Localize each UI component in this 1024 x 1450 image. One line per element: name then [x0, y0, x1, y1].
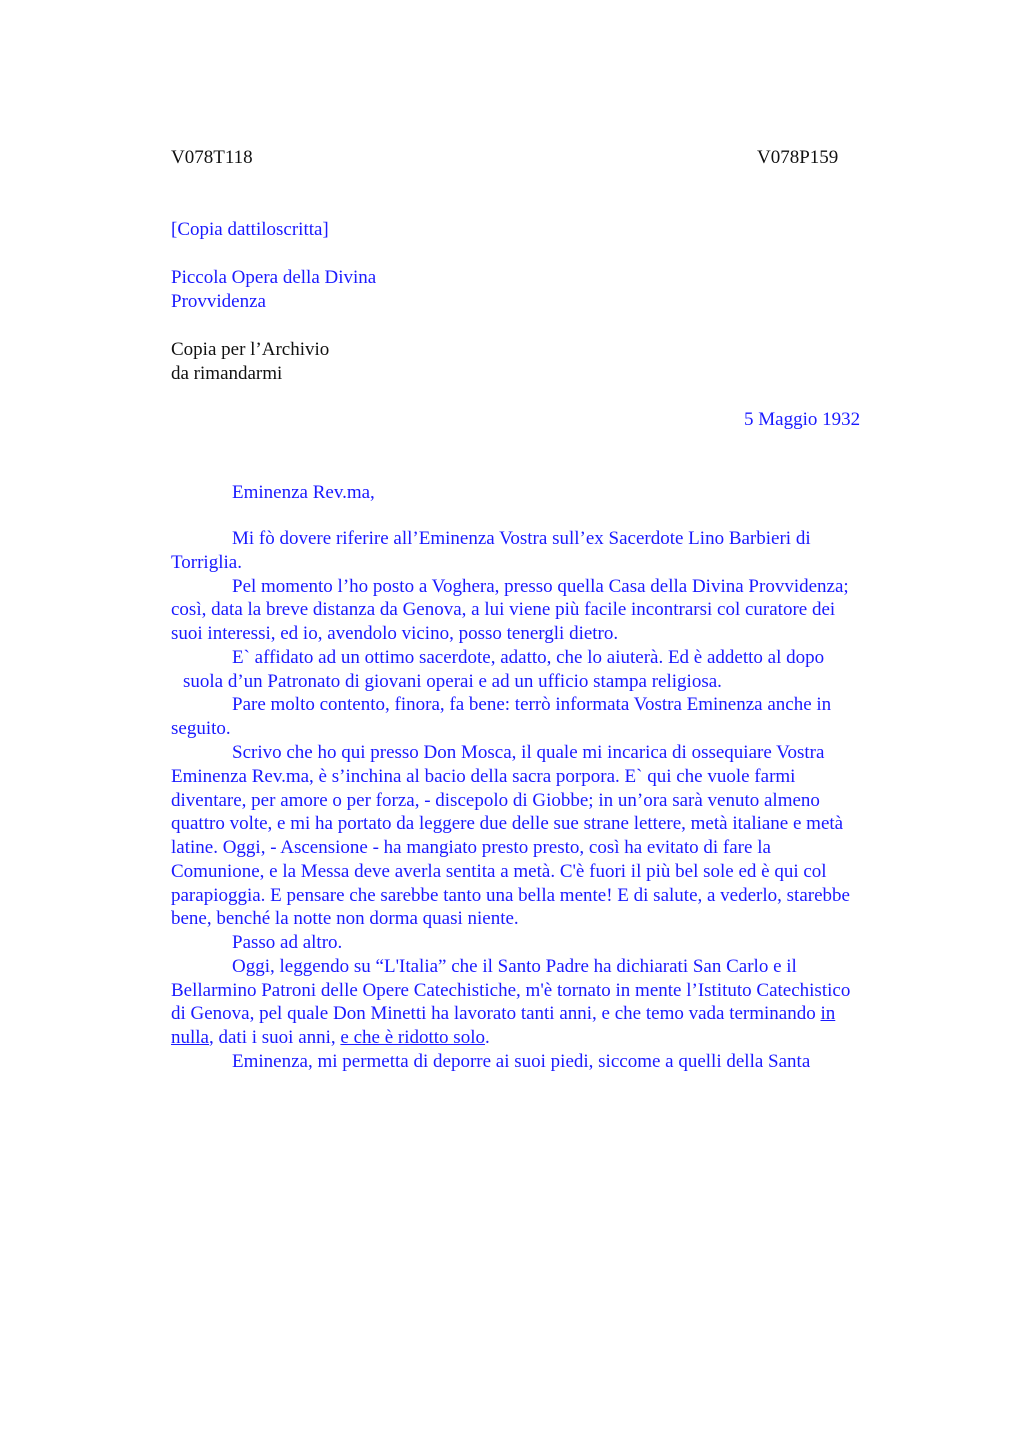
- body-line: [171, 1002, 835, 1026]
- header-right-code: V078P159: [757, 147, 839, 168]
- body-line: latine. Oggi, - Ascensione - ha mangiato presto presto, così ha evitato di fare la: [171, 837, 771, 858]
- body-line: bene, benché la notte non dorma quasi niente.: [171, 908, 519, 929]
- body-line: Oggi, leggendo su “L'Italia” che il Santo Padre ha dichiarati San Carlo e il: [232, 956, 797, 977]
- body-line: parapioggia. E pensare che sarebbe tanto una bella mente! E di salute, a vederlo, starebbe: [171, 885, 850, 906]
- body-line: Comunione, e la Messa deve averla sentita a metà. C'è fuori il più bel sole ed è qui col: [171, 861, 827, 882]
- body-text: di Genova, pel quale Don Minetti ha lavorato tanti anni, e che temo vada terminando: [171, 1003, 821, 1024]
- salutation: Eminenza Rev.ma,: [232, 482, 375, 503]
- body-line: seguito.: [171, 718, 231, 739]
- underlined-text: e che è ridotto solo: [340, 1027, 485, 1048]
- body-line: quattro volte, e mi ha portato da leggere due delle sue strane lettere, metà italiane e metà: [171, 813, 844, 834]
- body-line: [171, 1026, 490, 1050]
- body-text: , dati i suoi anni,: [209, 1027, 341, 1048]
- copy-note: [Copia dattiloscritta]: [171, 219, 329, 240]
- body-line: Pare molto contento, finora, fa bene: terrò informata Vostra Eminenza anche in: [232, 694, 832, 715]
- institution-line-2: Provvidenza: [171, 291, 266, 312]
- body-line: Eminenza, mi permetta di deporre ai suoi piedi, siccome a quelli della Santa: [232, 1051, 811, 1072]
- body-text: .: [484, 1027, 490, 1048]
- body-line: Passo ad altro.: [232, 932, 343, 953]
- body-line: Eminenza Rev.ma, è s’inchina al bacio della sacra porpora. E` qui che vuole farmi: [171, 766, 796, 787]
- underlined-text: in: [820, 1003, 836, 1024]
- body-line: Torriglia.: [171, 552, 242, 573]
- body-line: diventare, per amore o per forza, - discepolo di Giobbe; in un’ora sarà venuto almeno: [171, 790, 820, 811]
- institution-line-1: Piccola Opera della Divina: [171, 267, 377, 288]
- letter-date: 5 Maggio 1932: [744, 409, 861, 430]
- body-line: Mi fò dovere riferire all’Eminenza Vostra sull’ex Sacerdote Lino Barbieri di: [232, 528, 811, 549]
- body-line: E` affidato ad un ottimo sacerdote, adatto, che lo aiuterà. Ed è addetto al dopo: [232, 647, 825, 668]
- body-line: Scrivo che ho qui presso Don Mosca, il quale mi incarica di ossequiare Vostra: [232, 742, 825, 763]
- body-line: così, data la breve distanza da Genova, a lui viene più facile incontrarsi col curatore dei: [171, 599, 836, 620]
- header-left-code: V078T118: [171, 147, 253, 168]
- body-line: Pel momento l’ho posto a Voghera, presso quella Casa della Divina Provvidenza;: [232, 576, 849, 597]
- body-line: Bellarmino Patroni delle Opere Catechistiche, m'è tornato in mente l’Istituto Catechistico: [171, 980, 851, 1001]
- archive-note-line-2: da rimandarmi: [171, 363, 283, 384]
- underlined-text: nulla: [171, 1027, 209, 1048]
- body-line: suoi interessi, ed io, avendolo vicino, posso tenergli dietro.: [171, 623, 619, 644]
- body-line: suola d’un Patronato di giovani operai e ad un ufficio stampa religiosa.: [183, 671, 722, 692]
- archive-note-line-1: Copia per l’Archivio: [171, 339, 330, 360]
